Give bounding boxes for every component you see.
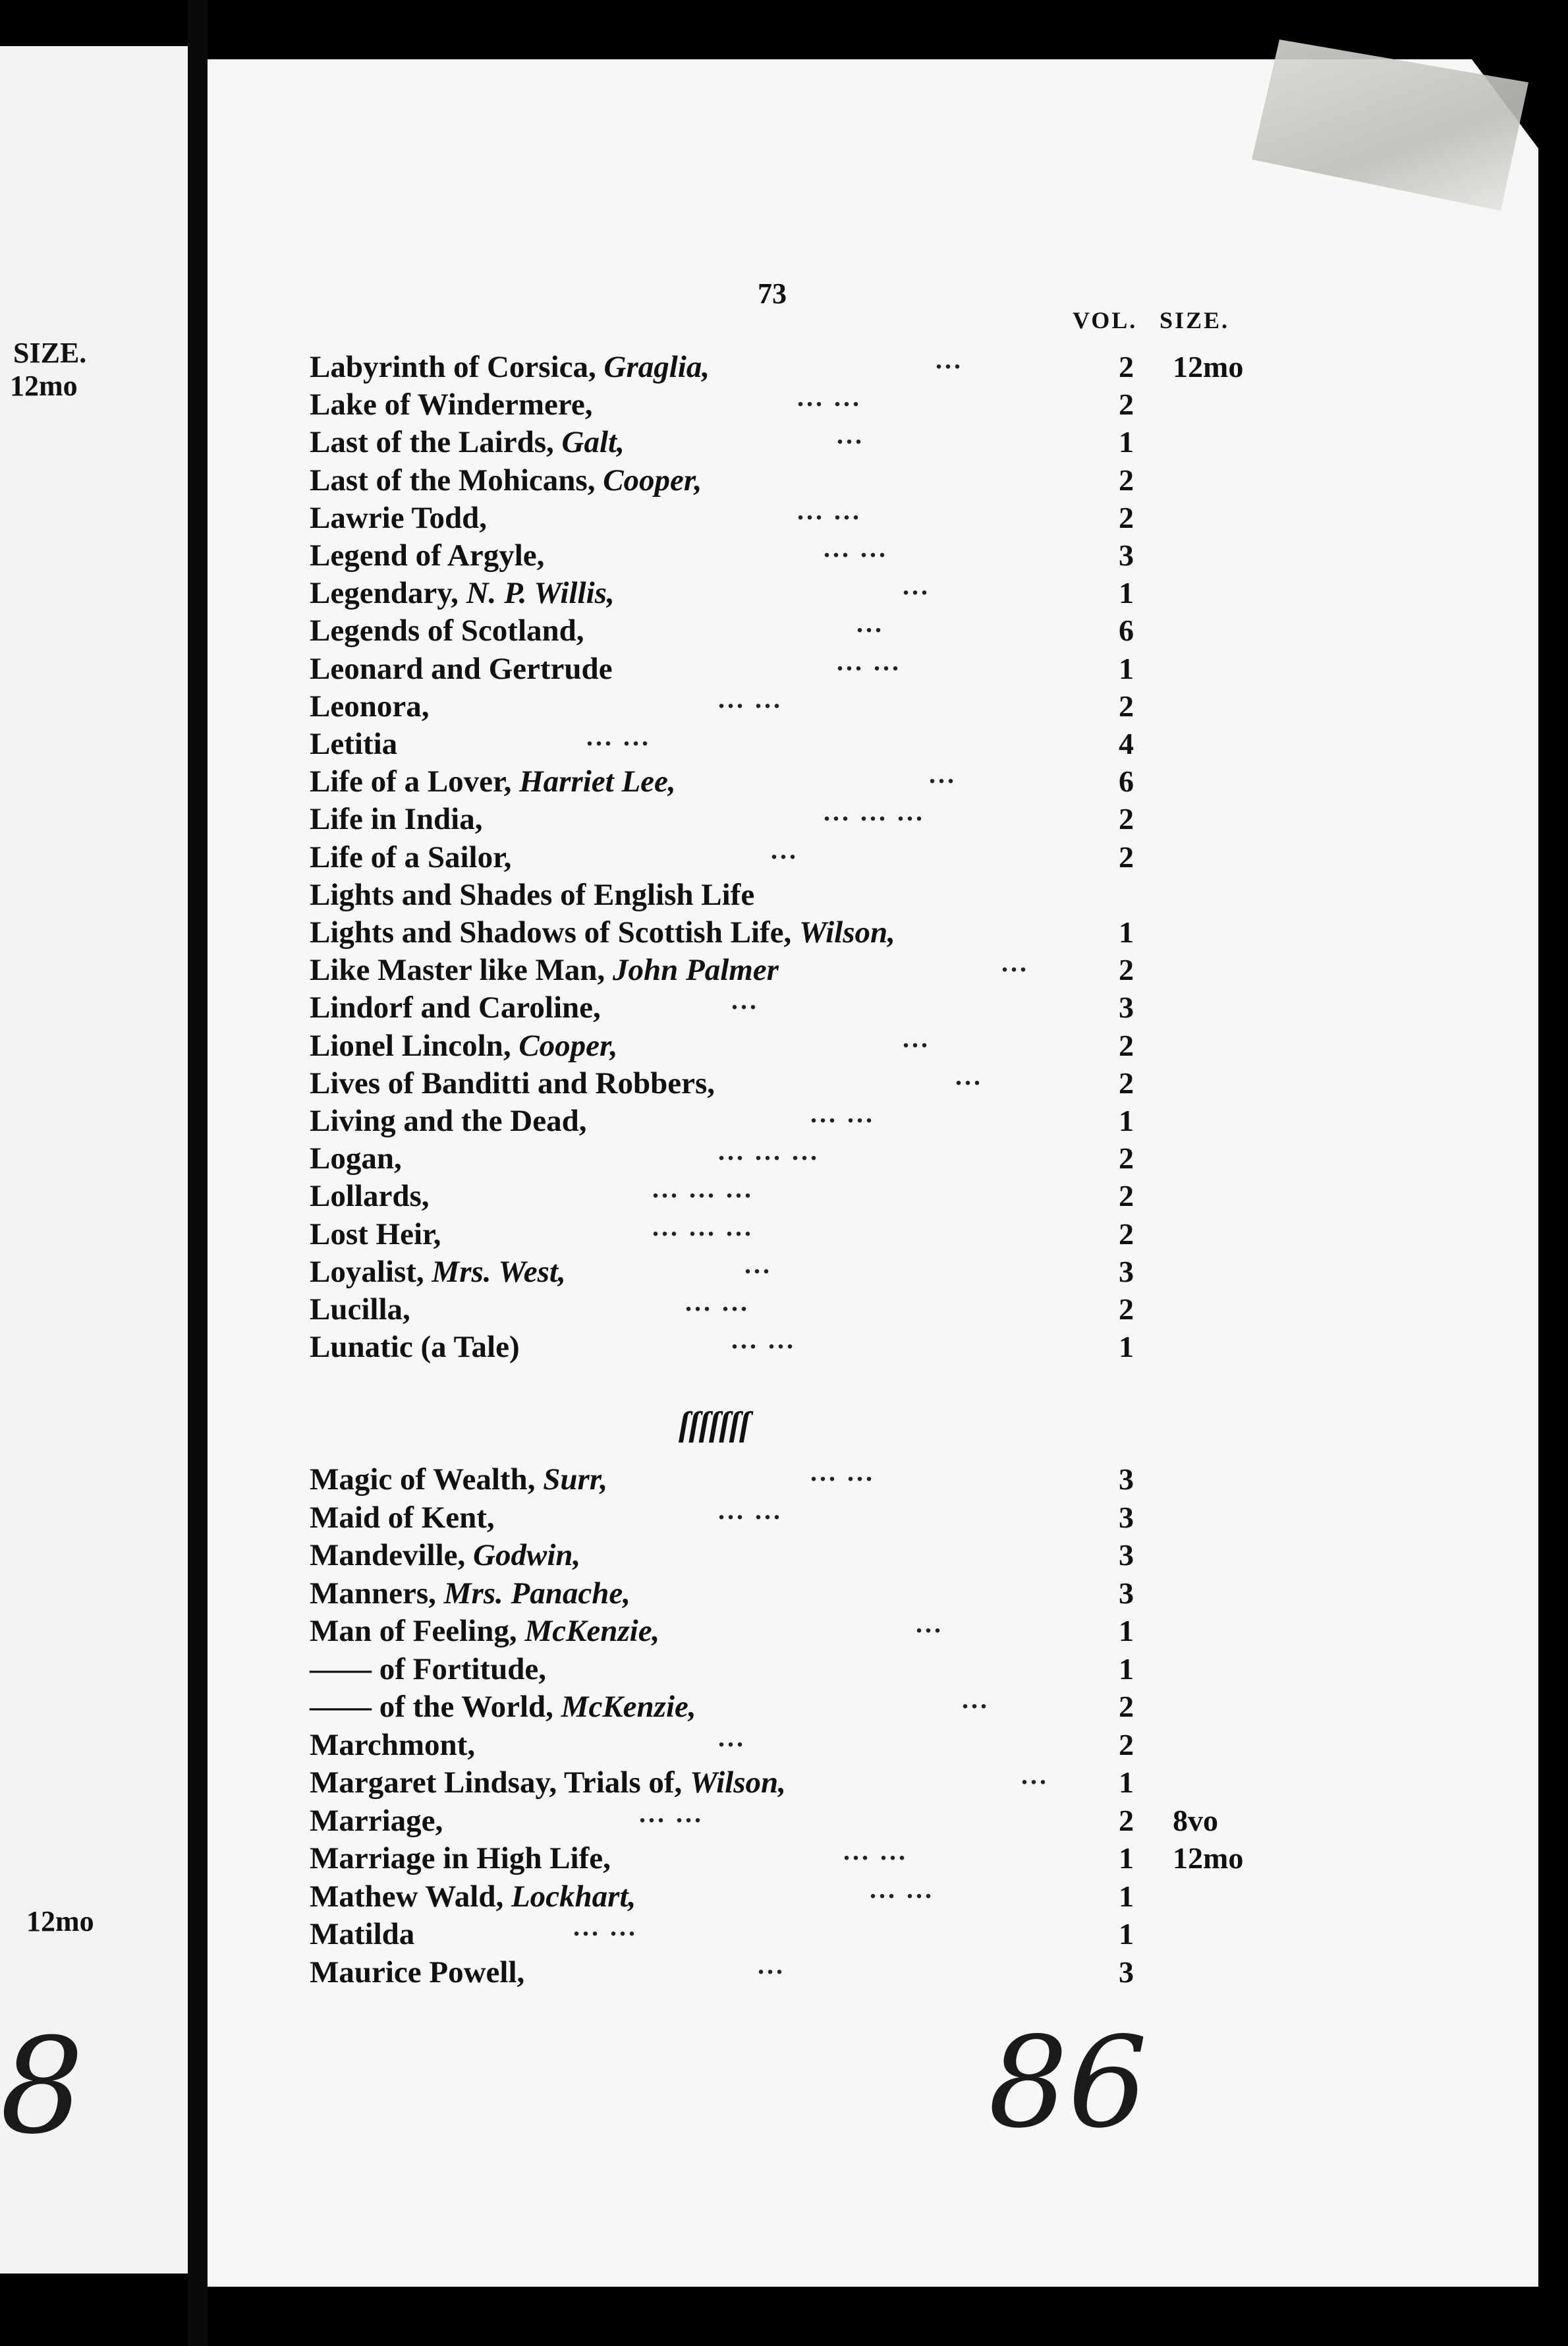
- entry-title-text: Loyalist,: [310, 1254, 432, 1289]
- entry-title: [310, 349, 710, 385]
- entry-title: [310, 387, 593, 422]
- entry-leaders: ... ...: [718, 1495, 783, 1525]
- entry-leaders: ...: [718, 1722, 746, 1752]
- entry-title-text: Matilda: [310, 1917, 415, 1951]
- catalog-entry: [310, 1325, 1337, 1367]
- entry-author: Wilson,: [799, 915, 895, 950]
- left-handwritten-number: 8: [0, 2010, 84, 2163]
- entry-author: Godwin,: [473, 1538, 581, 1572]
- entry-author: Galt,: [561, 425, 625, 460]
- entry-title-text: —— of the World,: [310, 1690, 561, 1724]
- entry-leaders: ...: [916, 1609, 943, 1638]
- entry-leaders: ...: [962, 1684, 990, 1714]
- entry-leaders: ... ...: [718, 683, 783, 714]
- entry-volumes: 1: [1119, 1614, 1134, 1647]
- entry-author: McKenzie,: [561, 1690, 696, 1724]
- entry-title: [310, 1141, 402, 1176]
- entry-leaders: ... ...: [639, 1798, 704, 1828]
- entry-title: [310, 1727, 475, 1763]
- catalog-entry: [310, 797, 1337, 840]
- entry-title: [310, 1462, 607, 1497]
- entry-leaders: ... ...: [586, 722, 651, 751]
- catalog-entry: [310, 1495, 1337, 1538]
- entry-title: [310, 1689, 696, 1725]
- entry-title: [310, 990, 601, 1025]
- entry-volumes: 6: [1119, 614, 1134, 648]
- entry-title: [310, 1879, 636, 1914]
- entry-title: [310, 1765, 786, 1800]
- entry-leaders: ...: [856, 608, 884, 639]
- entry-volumes: 2: [1119, 1690, 1134, 1723]
- catalog-entry: [310, 1722, 1337, 1765]
- entry-volumes: 3: [1119, 538, 1134, 572]
- entry-title-text: Lindorf and Caroline,: [310, 990, 601, 1025]
- entry-title-text: Logan,: [310, 1141, 402, 1176]
- entry-title-text: Maid of Kent,: [310, 1500, 495, 1535]
- entry-author: Mrs. West,: [432, 1254, 566, 1289]
- entry-title-text: Lost Heir,: [310, 1216, 441, 1251]
- adjacent-page-strip: [0, 46, 188, 2274]
- entry-title: [310, 424, 625, 460]
- entry-leaders: ... ...: [810, 1099, 875, 1128]
- catalog-entry: [310, 985, 1337, 1028]
- entry-author: Harriet Lee,: [519, 764, 676, 799]
- entry-volumes: 1: [1119, 651, 1134, 685]
- entry-title-text: —— of Fortitude,: [310, 1651, 546, 1686]
- entry-title: [310, 877, 754, 913]
- entry-title-text: Mandeville,: [310, 1538, 474, 1572]
- entry-author: Mrs. Panache,: [443, 1576, 630, 1611]
- entry-leaders: ...: [771, 834, 798, 865]
- entry-title-text: Lights and Shades of English Life: [310, 877, 755, 912]
- entry-leaders: ...: [955, 1060, 983, 1091]
- entry-title-text: Man of Feeling,: [310, 1614, 525, 1648]
- catalog-entry: [310, 1211, 1337, 1255]
- entry-title-text: Marchmont,: [310, 1727, 476, 1762]
- entry-title: [310, 1216, 441, 1252]
- entry-title-text: Maurice Powell,: [310, 1955, 525, 1989]
- entry-title: [310, 1955, 524, 1990]
- entry-leaders: ... ...: [685, 1287, 750, 1317]
- entry-title: [310, 1103, 586, 1139]
- entry-volumes: 2: [1119, 840, 1134, 874]
- entry-leaders: ...: [929, 759, 957, 789]
- entry-author: Lockhart,: [511, 1879, 636, 1914]
- entry-title-text: Last of the Lairds,: [310, 425, 562, 460]
- entry-title: [310, 1651, 546, 1687]
- entry-leaders: ... ...: [797, 382, 862, 413]
- page-gutter: [188, 0, 208, 2346]
- entry-volumes: 2: [1119, 1727, 1134, 1761]
- catalog-entry: [310, 1609, 1337, 1651]
- entry-leaders: ... ...: [797, 495, 862, 525]
- entry-leaders: ... ...: [837, 646, 901, 676]
- entry-volumes: 1: [1119, 1104, 1134, 1137]
- catalog-entry: [310, 1287, 1337, 1330]
- entry-title: [310, 1254, 566, 1290]
- entry-volumes: 1: [1119, 576, 1134, 610]
- entry-volumes: 2: [1119, 1028, 1134, 1062]
- entry-title-text: Margaret Lindsay, Trials of,: [310, 1765, 690, 1800]
- catalog-entry: [310, 1798, 1337, 1841]
- entry-title: [310, 1613, 659, 1649]
- entry-title: [310, 689, 429, 724]
- entry-volumes: 3: [1119, 1538, 1134, 1572]
- entry-leaders: ...: [758, 1949, 785, 1980]
- catalog-entry: [310, 1576, 1337, 1614]
- entry-leaders: ...: [837, 420, 864, 450]
- catalog-entry: [310, 1949, 1337, 1993]
- catalog-entry: [310, 683, 1337, 727]
- catalog-entry: [310, 533, 1337, 576]
- entry-title-text: Lake of Windermere,: [310, 387, 593, 422]
- catalog-entry: [310, 1174, 1337, 1216]
- entry-leaders: ... ... ...: [652, 1211, 754, 1242]
- entry-size: 12mo: [1173, 350, 1244, 384]
- catalog-entry: [310, 420, 1337, 463]
- entry-title-text: Labyrinth of Corsica,: [310, 350, 604, 384]
- entry-title-text: Living and the Dead,: [310, 1104, 587, 1138]
- entry-title-text: Mathew Wald,: [310, 1879, 511, 1914]
- left-size-header: SIZE.: [13, 337, 87, 369]
- entry-leaders: ... ...: [810, 1457, 875, 1487]
- entry-title: [310, 1576, 630, 1611]
- catalog-entry: [310, 1651, 1337, 1690]
- catalog-entry: [310, 948, 1337, 990]
- entry-leaders: ...: [903, 1023, 930, 1053]
- entry-leaders: ... ... ...: [824, 797, 925, 827]
- entry-title: [310, 915, 895, 950]
- size-column-header: SIZE.: [1160, 307, 1230, 333]
- entry-title-text: Letitia: [310, 727, 398, 761]
- entry-author: John Palmer: [612, 953, 779, 988]
- entry-title: [310, 1178, 430, 1214]
- catalog-entry: [310, 722, 1337, 764]
- entry-volumes: 3: [1119, 1576, 1134, 1610]
- vol-column-header: VOL.: [1073, 307, 1138, 333]
- entry-volumes: 4: [1119, 727, 1134, 760]
- entry-volumes: 2: [1119, 689, 1134, 723]
- catalog-entry: [310, 1836, 1337, 1879]
- catalog-entry: [310, 382, 1337, 425]
- section-ornament: ſſſſſſſ: [679, 1406, 750, 1443]
- entry-volumes: 1: [1119, 1651, 1134, 1686]
- entry-volumes: 3: [1119, 990, 1134, 1025]
- entry-title: [310, 538, 544, 573]
- entry-volumes: 3: [1119, 1500, 1134, 1534]
- entry-title: [310, 764, 676, 799]
- entry-author: Graglia,: [603, 350, 710, 384]
- entry-title-text: Marriage,: [310, 1803, 443, 1838]
- entry-volumes: 1: [1119, 425, 1134, 459]
- entry-title: [310, 801, 483, 837]
- entry-volumes: 2: [1119, 1141, 1134, 1176]
- entry-volumes: 2: [1119, 1292, 1134, 1326]
- entry-title-text: Legendary,: [310, 576, 466, 611]
- entry-volumes: 3: [1119, 1955, 1134, 1989]
- entry-leaders: ...: [744, 1249, 772, 1279]
- catalog-entry: [310, 1249, 1337, 1292]
- entry-title-text: Manners,: [310, 1576, 444, 1611]
- left-size-top: 12mo: [10, 370, 78, 402]
- entry-leaders: ...: [1021, 1760, 1049, 1790]
- entry-title: [310, 1537, 580, 1573]
- entry-title: [310, 651, 613, 687]
- entry-volumes: 2: [1119, 500, 1134, 534]
- entry-title-text: Lionel Lincoln,: [310, 1028, 519, 1063]
- entry-volumes: 2: [1119, 350, 1134, 384]
- entry-leaders: ... ...: [573, 1912, 638, 1941]
- entry-leaders: ... ... ...: [718, 1136, 820, 1166]
- entry-title-text: Lucilla,: [310, 1292, 410, 1327]
- catalog-entry: [310, 1537, 1337, 1576]
- entry-volumes: 1: [1119, 1917, 1134, 1951]
- catalog-entry: [310, 1760, 1337, 1803]
- entry-volumes: 2: [1119, 953, 1134, 987]
- entry-title: [310, 952, 779, 988]
- entry-title: [310, 726, 397, 762]
- catalog-entry: [310, 877, 1337, 915]
- entry-title-text: Last of the Mohicans,: [310, 463, 603, 498]
- entry-title-text: Life in India,: [310, 802, 483, 837]
- entry-title: [310, 613, 584, 648]
- entry-volumes: 1: [1119, 1765, 1134, 1799]
- page-number: 73: [758, 277, 787, 310]
- entry-volumes: 1: [1119, 1879, 1134, 1913]
- entry-title: [310, 1292, 410, 1327]
- entry-title-text: Lives of Banditti and Robbers,: [310, 1066, 715, 1101]
- entry-author: Wilson,: [690, 1765, 786, 1800]
- catalog-entry: [310, 834, 1337, 878]
- entry-leaders: ... ...: [731, 1325, 796, 1355]
- entry-volumes: 6: [1119, 764, 1134, 799]
- entry-title-text: Magic of Wealth,: [310, 1462, 544, 1497]
- handwritten-page-number: 86: [988, 2010, 1148, 2156]
- entry-title: [310, 1028, 618, 1064]
- entry-leaders: ...: [1001, 948, 1029, 978]
- entry-volumes: 2: [1119, 1066, 1134, 1100]
- entry-author: N. P. Willis,: [466, 576, 615, 611]
- entry-title-text: Marriage in High Life,: [310, 1841, 611, 1875]
- catalog-entry: [310, 1874, 1337, 1917]
- entry-volumes: 1: [1119, 1841, 1134, 1875]
- catalog-entry: [310, 915, 1337, 953]
- entry-volumes: 2: [1119, 1803, 1134, 1837]
- entry-volumes: 1: [1119, 915, 1134, 949]
- entry-author: Cooper,: [603, 463, 702, 498]
- entry-leaders: ... ...: [843, 1836, 908, 1866]
- entry-volumes: 2: [1119, 1179, 1134, 1213]
- entry-volumes: 1: [1119, 1330, 1134, 1364]
- catalog-entry: [310, 1912, 1337, 1955]
- entry-title: [310, 1500, 495, 1535]
- entry-volumes: 2: [1119, 387, 1134, 422]
- entry-title-text: Like Master like Man,: [310, 953, 613, 988]
- entry-title: [310, 1841, 611, 1876]
- entry-leaders: ...: [731, 985, 759, 1016]
- entry-title-text: Legend of Argyle,: [310, 538, 545, 573]
- entry-title-text: Life of a Lover,: [310, 764, 520, 799]
- entry-title: [310, 1066, 715, 1101]
- entry-volumes: 2: [1119, 1216, 1134, 1251]
- entry-author: Cooper,: [518, 1028, 618, 1063]
- entry-title: [310, 840, 511, 875]
- entry-title: [310, 463, 702, 498]
- catalog-entry: [310, 1684, 1337, 1727]
- catalog-entry: [310, 1023, 1337, 1066]
- entry-title: [310, 1916, 414, 1952]
- left-size-bottom: 12mo: [26, 1905, 94, 1937]
- entry-volumes: 2: [1119, 802, 1134, 836]
- entry-volumes: 3: [1119, 1254, 1134, 1288]
- entry-volumes: 2: [1119, 463, 1134, 497]
- entry-title-text: Leonora,: [310, 689, 430, 724]
- entry-size: 8vo: [1173, 1803, 1218, 1837]
- catalog-entry: [310, 646, 1337, 689]
- catalog-entry: [310, 1457, 1337, 1500]
- entry-leaders: ... ...: [824, 533, 888, 563]
- entry-leaders: ... ... ...: [652, 1174, 754, 1204]
- entry-title-text: Legends of Scotland,: [310, 614, 584, 648]
- entry-title: [310, 500, 487, 536]
- entry-author: McKenzie,: [524, 1614, 660, 1648]
- entry-title-text: Lunatic (a Tale): [310, 1330, 520, 1365]
- entry-leaders: ...: [936, 345, 963, 374]
- entry-size: 12mo: [1173, 1841, 1244, 1875]
- entry-volumes: 3: [1119, 1462, 1134, 1496]
- entry-title-text: Lights and Shadows of Scottish Life,: [310, 915, 800, 950]
- entry-title: [310, 1329, 520, 1365]
- entry-title: [310, 1803, 443, 1839]
- entry-title-text: Leonard and Gertrude: [310, 651, 613, 686]
- entry-author: Surr,: [543, 1462, 608, 1497]
- entry-leaders: ... ...: [870, 1874, 934, 1904]
- catalog-entry: [310, 608, 1337, 651]
- catalog-entry: [310, 1099, 1337, 1141]
- entry-leaders: ...: [903, 571, 930, 601]
- entry-title-text: Lawrie Todd,: [310, 500, 488, 535]
- catalog-entry: [310, 571, 1337, 614]
- entry-title-text: Life of a Sailor,: [310, 840, 512, 874]
- entry-title-text: Lollards,: [310, 1179, 430, 1214]
- entry-title: [310, 575, 615, 611]
- catalog-entry: [310, 1136, 1337, 1179]
